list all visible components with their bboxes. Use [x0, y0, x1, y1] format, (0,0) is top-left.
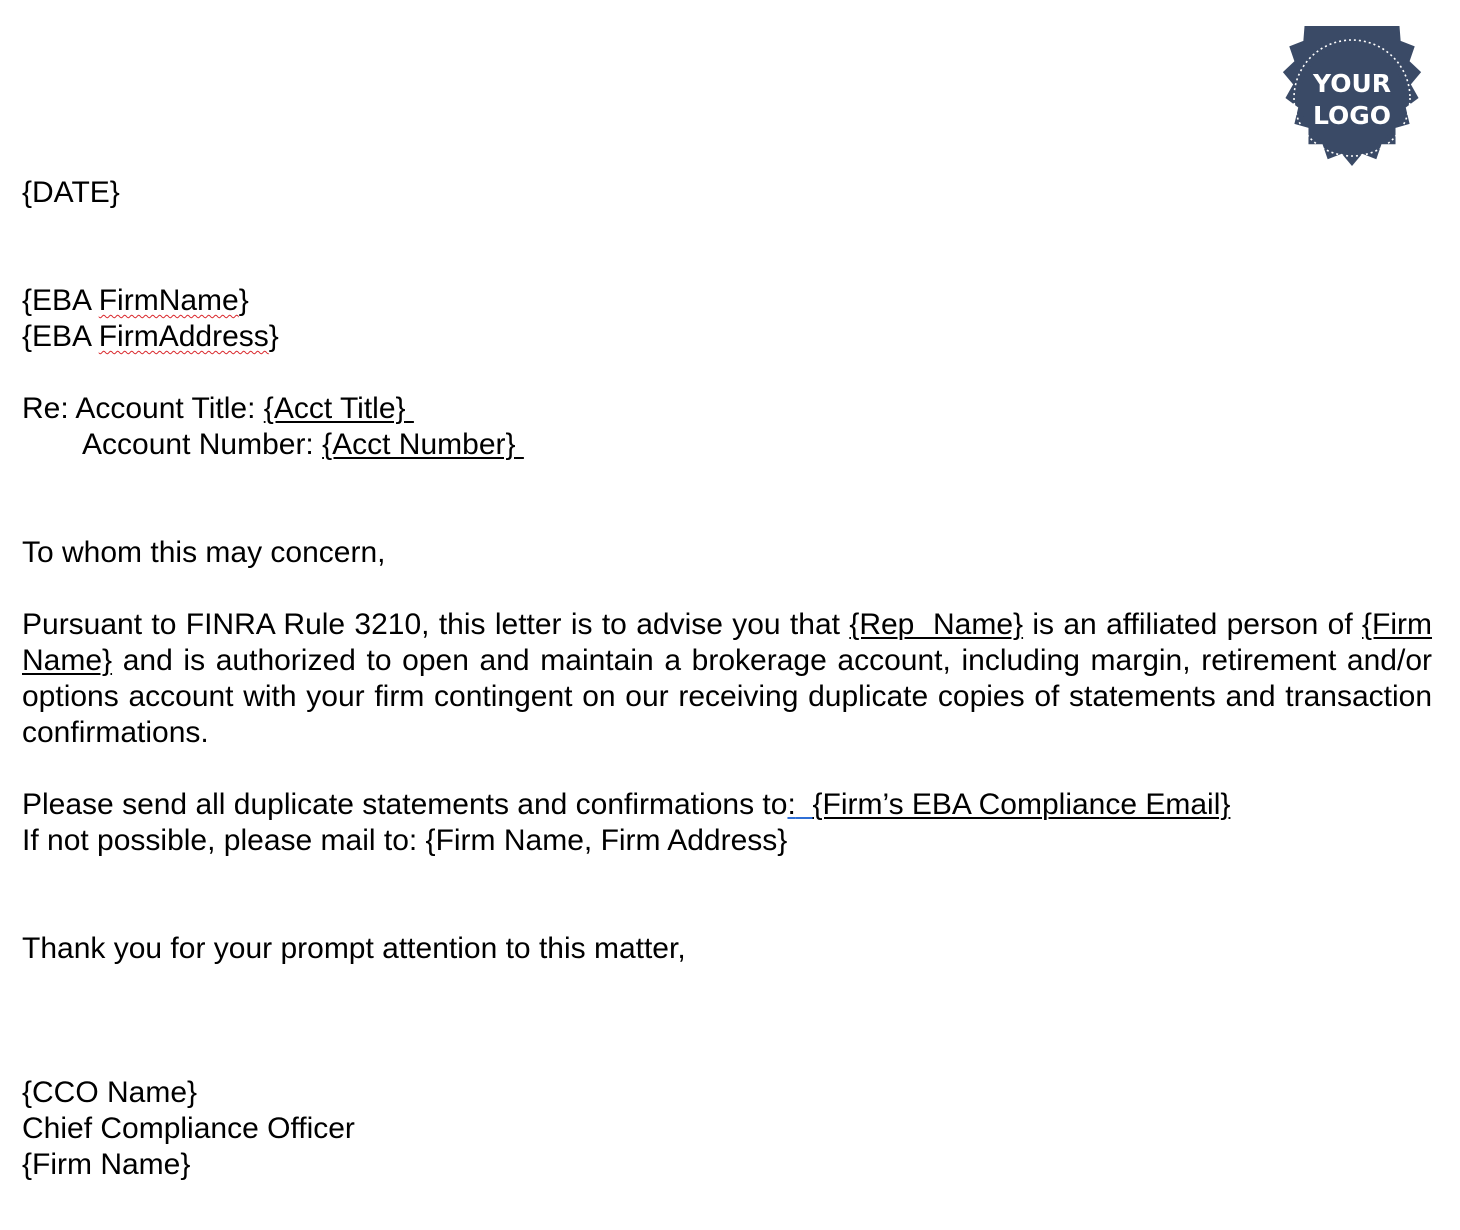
letter-date: {DATE}: [22, 176, 120, 209]
p2-colon: :: [787, 788, 796, 821]
acct-number-field: {Acct Number}: [322, 428, 516, 461]
re-label: Re: Account Title:: [22, 392, 264, 425]
firm-name-field: {Firm Name}: [22, 608, 1432, 677]
signature-title: Chief Compliance Officer: [22, 1112, 355, 1145]
logo-line1: YOUR: [1312, 69, 1392, 98]
p1-part1: Pursuant to FINRA Rule 3210, this letter is to advise you that: [22, 608, 850, 641]
recipient-address-field: FirmAddress: [98, 320, 269, 353]
logo-line2: LOGO: [1312, 101, 1392, 130]
recipient-name-prefix: {EBA: [22, 284, 99, 317]
body-paragraph-1: [22, 607, 1432, 751]
recipient-address-suffix: }: [268, 320, 279, 353]
p2-line1-text: Please send all duplicate statements and confirmations to: [22, 788, 788, 821]
send-statements-line: [22, 787, 1230, 823]
recipient-name-field: FirmName: [98, 284, 239, 317]
signature-firm: {Firm Name}: [22, 1148, 191, 1181]
re-account-title: [22, 391, 414, 427]
recipient-firm-name: [22, 283, 249, 319]
compliance-email-field[interactable]: {Firm’s EBA Compliance Email}: [812, 788, 1231, 821]
recipient-address-prefix: {EBA: [22, 320, 99, 353]
logo-seal: [1278, 26, 1426, 170]
recipient-name-suffix: }: [238, 284, 249, 317]
acct-number-label: Account Number:: [82, 428, 323, 461]
mail-to-line: If not possible, please mail to: {Firm Name, Firm Address}: [22, 824, 788, 857]
p1-part3: and is authorized to open and maintain a brokerage account, including margin, retirement and/or options account with your firm contingent on our receiving duplicate copies of statements and transaction confirmations.: [22, 644, 1432, 749]
recipient-firm-address: [22, 319, 279, 355]
acct-title-field: {Acct Title}: [263, 392, 406, 425]
p1-part2: is an affiliated person of: [1023, 608, 1362, 641]
rep-name-field: {Rep Name}: [849, 608, 1024, 641]
re-account-number: [82, 427, 524, 463]
signature-name: {CCO Name}: [22, 1076, 198, 1109]
salutation: To whom this may concern,: [22, 536, 386, 569]
closing-line: Thank you for your prompt attention to this matter,: [22, 932, 686, 965]
